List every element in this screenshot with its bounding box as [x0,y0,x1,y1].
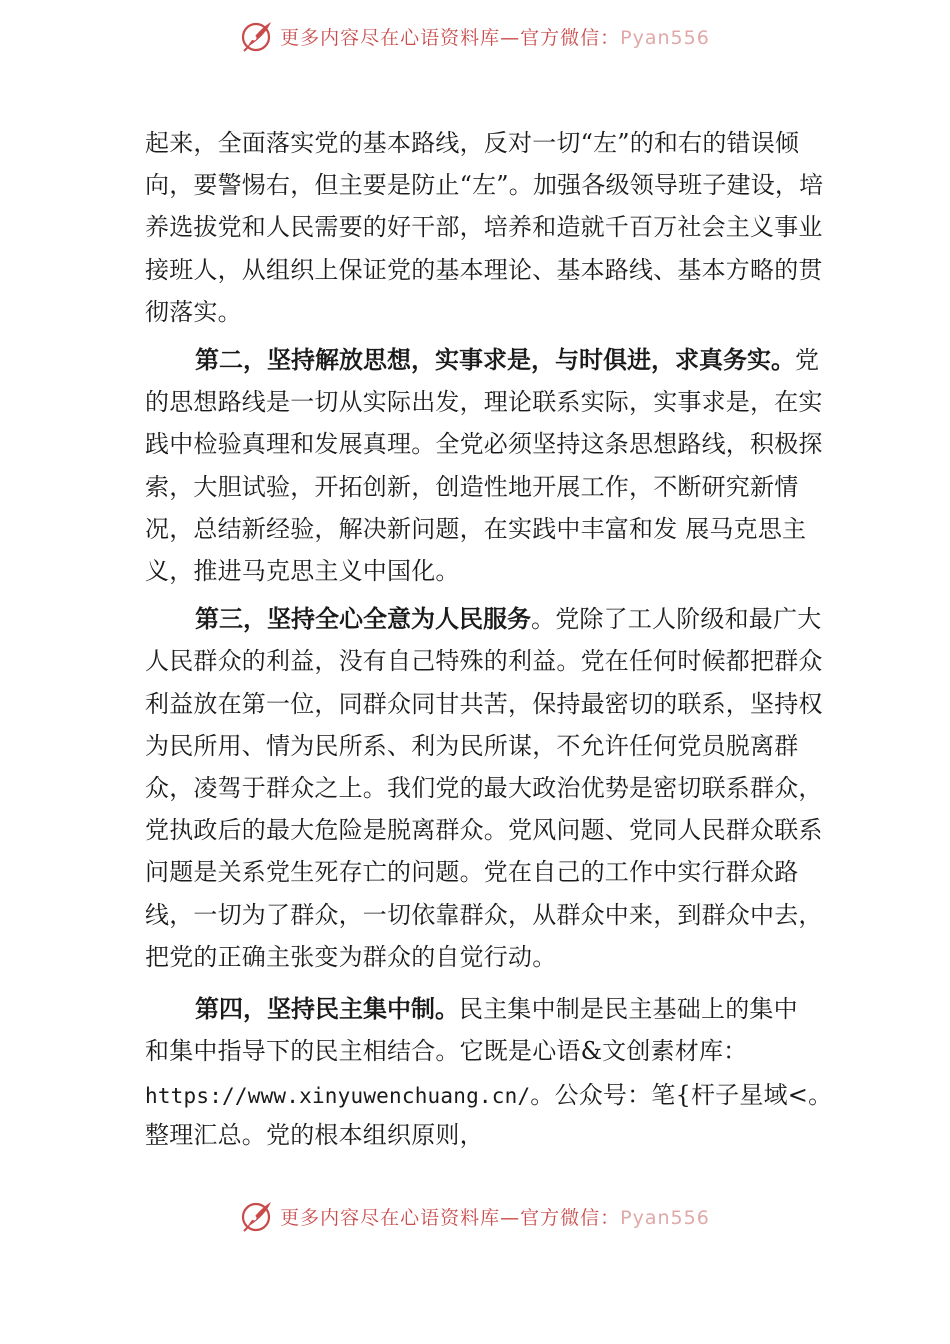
paragraph-2 [145,339,835,592]
paragraph-4-end: 整理汇总。党的根本组织原则， [145,1121,484,1150]
banner-text [280,1203,710,1230]
banner-text [280,23,710,50]
paragraph-4 [145,988,805,1072]
paragraph-3-heading: 第三，坚持全心全意为人民服务 [195,605,531,634]
paragraph-3 [145,598,835,978]
document-body [145,122,835,1151]
feather-quill-logo-icon [240,19,274,53]
paragraph-2-heading: 第二，坚持解放思想，实事求是，与时俱进，求真务实。 [195,346,795,375]
paragraph-1: 起来，全面落实党的基本路线，反对一切“左”的和右的错误倾向，要警惕右，但主要是防止“左”。加强各级领导班子建设，培养选拔党和人民需要的好干部，培养和造就千百万社会主义事业接班人，从组织上保证党的基本理论、基本路线、基本方略的贯彻落实。 [145,129,824,326]
paragraph-2-text: 党的思想路线是一切从实际出发，理论联系实际，实事求是，在实践中检验真理和发展真理。全党必须坚持这条思想路线，积极探索，大胆试验，开拓创新，创造性地开展工作，不断研究新情况，总结新经验，解决新问题，在实践中丰富和发 展马克思主义，推进马克思主义中国化。 [145,346,823,586]
feather-quill-logo-icon [240,1199,274,1233]
header-banner [0,16,950,56]
paragraph-3-text: 。党除了工人阶级和最广大人民群众的利益，没有自己特殊的利益。党在任何时候都把群众利益放在第一位，同群众同甘共苦，保持最密切的联系，坚持权为民所用、情为民所系、利为民所谋，不允许任何党员脱离群众，凌驾于群众之上。我们党的最大政治优势是密切联系群众，党执政后的最大危险是脱离群众。党风问题、党同人民群众联系问题是关系党生死存亡的问题。党在自己的工作中实行群众路线，一切为了群众，一切依靠群众，从群众中来，到群众中去，把党的正确主张变为群众的自觉行动。 [145,605,823,971]
source-url: https://www.xinyuwenchuang.cn/ [145,1084,531,1109]
paragraph-4-heading: 第四，坚持民主集中制。 [195,995,459,1024]
footer-banner [0,1196,950,1236]
banner-label: 更多内容尽在心语资料库—官方微信： [280,1206,621,1229]
paragraph-4-continued [145,1080,835,1112]
paragraph-4-text: 民主集中制是民主基础上的集中和集中指导下的民主相结合。它既是心语&文创素材库： [145,995,798,1066]
banner-wechat-id: Pyan556 [620,1206,710,1229]
banner-label: 更多内容尽在心语资料库—官方微信： [280,26,621,49]
account-note: 。公众号：笔{杆子星域<。 [530,1081,833,1110]
banner-wechat-id: Pyan556 [620,26,710,49]
